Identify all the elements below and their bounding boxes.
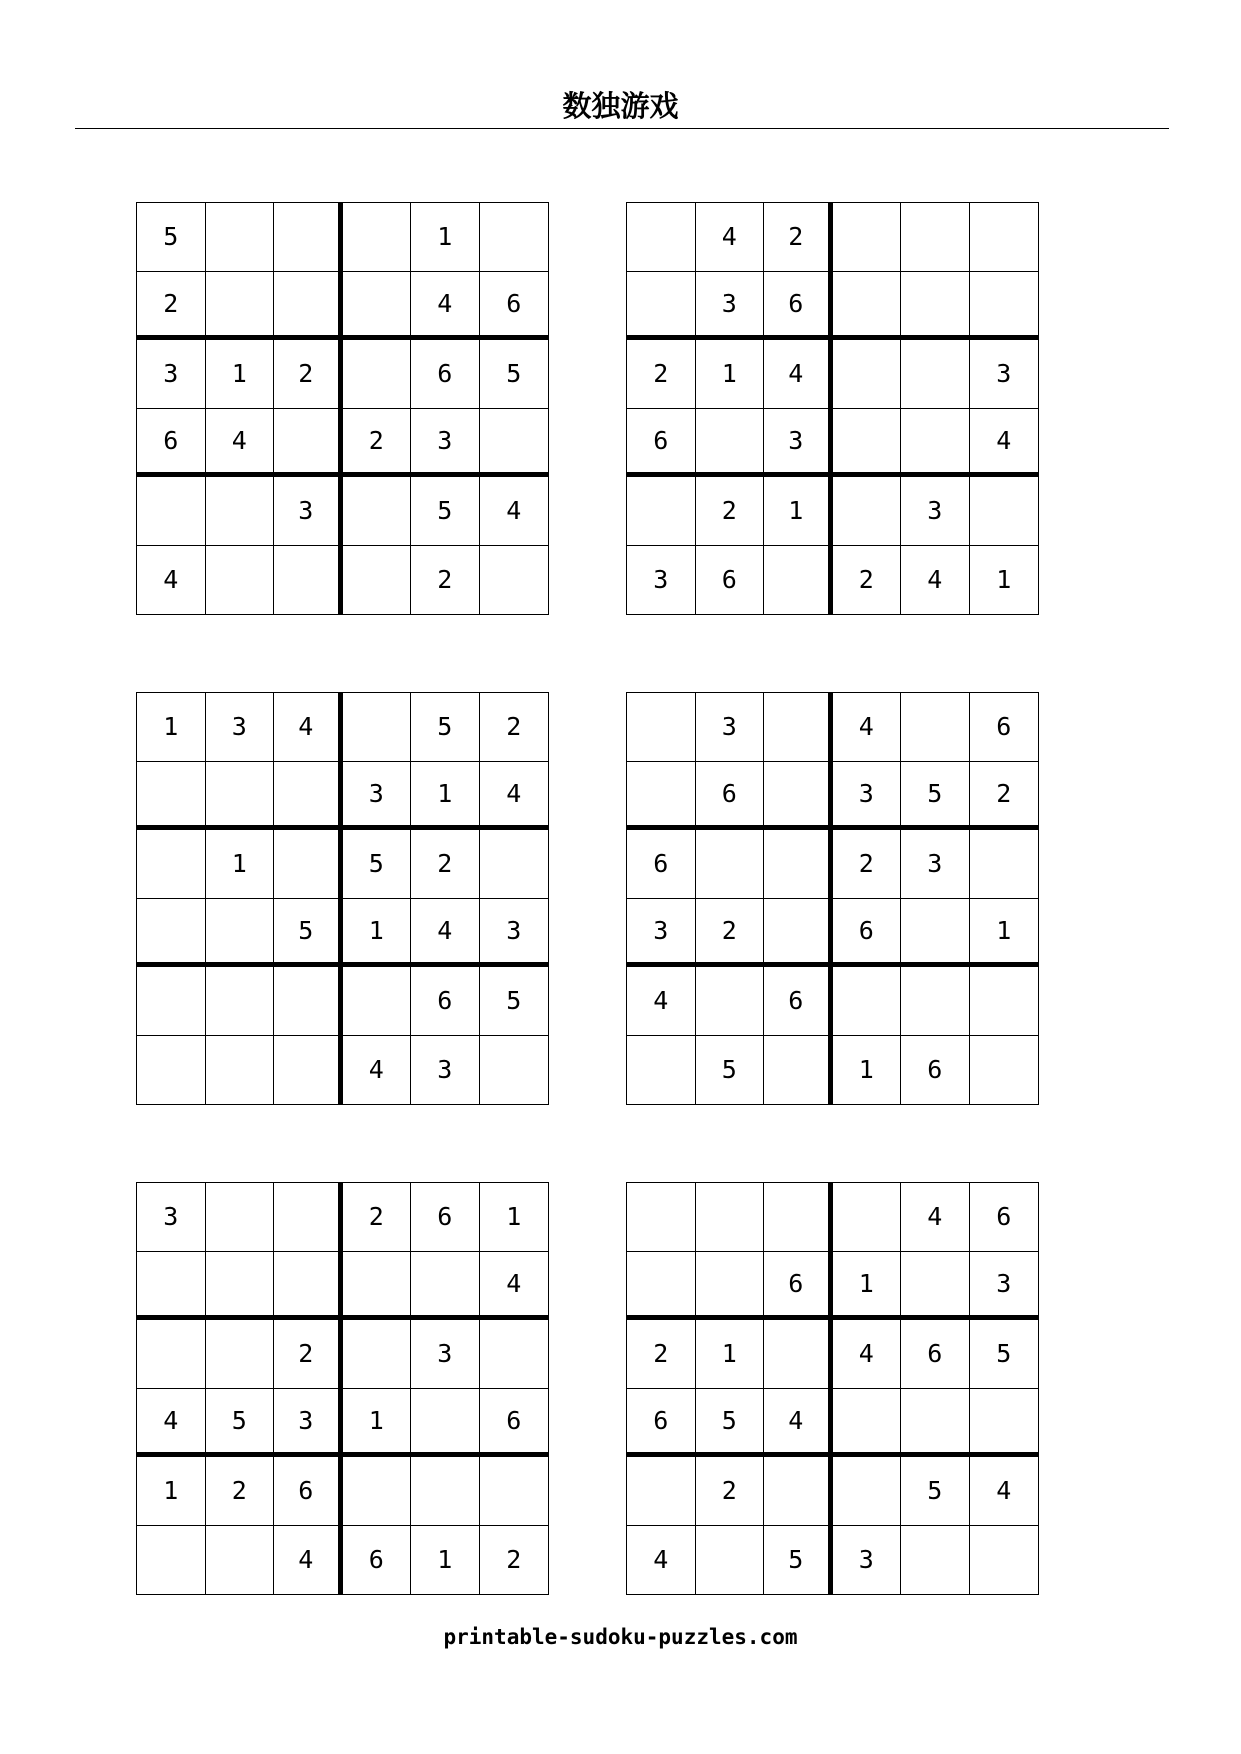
sudoku-cell [901,693,970,762]
sudoku-cell [206,1183,275,1252]
sudoku-cell: 4 [970,409,1039,478]
sudoku-cell: 2 [627,340,696,409]
sudoku-cell [696,830,765,899]
sudoku-cell: 4 [411,899,480,968]
sudoku-cell [274,762,343,831]
sudoku-puzzle-4 [626,692,1039,1105]
sudoku-cell [343,1457,412,1526]
sudoku-puzzle-2 [626,202,1039,615]
sudoku-cell: 6 [627,1389,696,1458]
sudoku-cell: 3 [411,1036,480,1105]
sudoku-cell [206,899,275,968]
sudoku-cell: 3 [627,899,696,968]
sudoku-cell: 4 [764,340,833,409]
sudoku-cell [901,272,970,341]
sudoku-cell: 2 [696,1457,765,1526]
sudoku-cell: 6 [137,409,206,478]
sudoku-cell [901,899,970,968]
sudoku-cell: 4 [627,1526,696,1595]
sudoku-cell: 2 [411,830,480,899]
sudoku-cell [627,1457,696,1526]
page-title: 数独游戏 [562,89,679,123]
sudoku-cell [206,1036,275,1105]
sudoku-cell [764,546,833,615]
sudoku-cell: 4 [833,1320,902,1389]
sudoku-cell [274,830,343,899]
sudoku-cell [206,203,275,272]
sudoku-cell [343,1252,412,1321]
sudoku-cell [627,203,696,272]
sudoku-cell [901,340,970,409]
sudoku-cell [137,830,206,899]
sudoku-cell [480,1457,549,1526]
sudoku-cell: 3 [274,477,343,546]
sudoku-cell: 4 [206,409,275,478]
sudoku-cell: 4 [901,1183,970,1252]
sudoku-cell: 3 [206,693,275,762]
sudoku-cell [206,762,275,831]
sudoku-cell: 1 [137,693,206,762]
sudoku-cell [833,409,902,478]
sudoku-cell: 3 [343,762,412,831]
sudoku-cell: 3 [833,762,902,831]
sudoku-cell: 6 [627,409,696,478]
sudoku-cell: 5 [137,203,206,272]
sudoku-cell: 2 [970,762,1039,831]
sudoku-cell: 3 [627,546,696,615]
sudoku-cell [206,272,275,341]
sudoku-cell: 3 [764,409,833,478]
sudoku-puzzle-6 [626,1182,1039,1595]
sudoku-cell: 5 [901,1457,970,1526]
sudoku-cell [480,546,549,615]
sudoku-cell [480,203,549,272]
sudoku-cell: 3 [274,1389,343,1458]
sudoku-cell [206,967,275,1036]
sudoku-cell [696,409,765,478]
sudoku-cell: 2 [274,1320,343,1389]
sudoku-cell: 6 [343,1526,412,1595]
sudoku-cell: 4 [343,1036,412,1105]
sudoku-cell [137,477,206,546]
sudoku-cell: 1 [411,203,480,272]
sudoku-cell [274,1252,343,1321]
title-divider [75,128,1169,129]
sudoku-cell: 3 [137,340,206,409]
sudoku-cell [411,1252,480,1321]
sudoku-cell [764,830,833,899]
sudoku-cell: 6 [411,1183,480,1252]
sudoku-cell [833,272,902,341]
sudoku-cell: 2 [206,1457,275,1526]
sudoku-cell: 3 [901,830,970,899]
sudoku-cell [627,762,696,831]
sudoku-cell: 1 [411,762,480,831]
sudoku-cell: 1 [343,899,412,968]
sudoku-cell [901,409,970,478]
sudoku-cell: 5 [480,967,549,1036]
sudoku-cell: 5 [411,477,480,546]
sudoku-cell [343,477,412,546]
sudoku-cell [833,967,902,1036]
sudoku-cell [206,546,275,615]
sudoku-cell: 1 [970,899,1039,968]
sudoku-cell [343,203,412,272]
sudoku-cell: 6 [764,272,833,341]
sudoku-cell: 4 [137,1389,206,1458]
sudoku-cell [970,1036,1039,1105]
sudoku-cell: 4 [274,1526,343,1595]
sudoku-cell: 2 [480,693,549,762]
sudoku-cell: 5 [411,693,480,762]
sudoku-cell: 1 [343,1389,412,1458]
sudoku-cell [970,477,1039,546]
sudoku-cell [343,967,412,1036]
sudoku-cell [833,340,902,409]
sudoku-cell: 1 [696,340,765,409]
sudoku-puzzle-1 [136,202,549,615]
sudoku-cell: 6 [696,546,765,615]
sudoku-cell [970,967,1039,1036]
sudoku-cell [137,1320,206,1389]
sudoku-cell [137,1526,206,1595]
sudoku-cell: 3 [833,1526,902,1595]
sudoku-cell: 2 [696,899,765,968]
sudoku-cell: 2 [627,1320,696,1389]
sudoku-cell: 2 [764,203,833,272]
sudoku-cell: 5 [274,899,343,968]
sudoku-cell: 6 [970,693,1039,762]
sudoku-cell [627,1036,696,1105]
sudoku-cell: 3 [970,340,1039,409]
sudoku-cell: 3 [480,899,549,968]
sudoku-cell: 6 [627,830,696,899]
sudoku-cell: 2 [343,409,412,478]
sudoku-cell [343,693,412,762]
sudoku-cell: 6 [411,340,480,409]
sudoku-cell [970,1526,1039,1595]
sudoku-cell: 5 [696,1389,765,1458]
sudoku-cell [206,1526,275,1595]
sudoku-cell: 4 [970,1457,1039,1526]
sudoku-cell [764,1457,833,1526]
sudoku-cell [274,967,343,1036]
sudoku-cell: 2 [833,830,902,899]
sudoku-cell: 4 [696,203,765,272]
sudoku-cell [627,1183,696,1252]
sudoku-cell [833,477,902,546]
sudoku-cell: 3 [901,477,970,546]
sudoku-cell [137,967,206,1036]
sudoku-cell: 1 [480,1183,549,1252]
sudoku-cell: 2 [274,340,343,409]
sudoku-cell: 3 [411,409,480,478]
sudoku-cell: 4 [411,272,480,341]
sudoku-cell [627,1252,696,1321]
sudoku-cell [970,272,1039,341]
sudoku-cell [901,203,970,272]
sudoku-cell [696,967,765,1036]
sudoku-cell [833,203,902,272]
sudoku-cell [274,409,343,478]
sudoku-cell [627,477,696,546]
sudoku-cell [274,1183,343,1252]
sudoku-cell: 2 [506,1545,522,1575]
sudoku-cell [901,1252,970,1321]
sudoku-cell: 1 [411,1526,480,1595]
sudoku-cell: 4 [480,477,549,546]
sudoku-cell: 1 [206,830,275,899]
sudoku-cell: 6 [696,762,765,831]
sudoku-cell: 6 [764,1252,833,1321]
sudoku-cell: 4 [764,1389,833,1458]
sudoku-cell: 6 [411,967,480,1036]
sudoku-cell: 6 [480,272,549,341]
sudoku-cell: 6 [480,1389,549,1458]
sudoku-cell: 3 [411,1320,480,1389]
sudoku-cell [206,1252,275,1321]
sudoku-cell: 6 [274,1457,343,1526]
sudoku-cell [480,830,549,899]
sudoku-cell: 5 [206,1389,275,1458]
sudoku-cell: 3 [696,693,765,762]
sudoku-cell [480,1036,549,1105]
sudoku-cell: 2 [696,477,765,546]
sudoku-cell: 5 [343,830,412,899]
sudoku-cell: 2 [411,546,480,615]
sudoku-cell: 5 [764,1526,833,1595]
sudoku-cell: 1 [696,1320,765,1389]
sudoku-cell [274,272,343,341]
sudoku-cell: 1 [137,1457,206,1526]
sudoku-cell: 4 [137,546,206,615]
sudoku-cell [627,272,696,341]
sudoku-cell [627,693,696,762]
sudoku-cell [137,762,206,831]
sudoku-cell: 4 [480,1252,549,1321]
sudoku-cell [764,899,833,968]
sudoku-cell [343,546,412,615]
sudoku-cell [764,762,833,831]
sudoku-cell [970,203,1039,272]
sudoku-cell: 6 [901,1320,970,1389]
sudoku-cell: 6 [901,1036,970,1105]
sudoku-cell: 4 [274,693,343,762]
sudoku-cell [137,1252,206,1321]
sudoku-cell: 5 [696,1036,765,1105]
sudoku-cell: 2 [343,1183,412,1252]
sudoku-cell [343,272,412,341]
site-footer: printable-sudoku-puzzles.com [443,1625,798,1649]
sudoku-cell [970,830,1039,899]
sudoku-cell [343,1320,412,1389]
sudoku-cell: 6 [970,1183,1039,1252]
sudoku-cell [901,1526,970,1595]
sudoku-cell [274,546,343,615]
sudoku-cell [480,409,549,478]
sudoku-cell [764,1320,833,1389]
sudoku-cell: 1 [764,477,833,546]
sudoku-cell [274,203,343,272]
sudoku-cell [696,1526,765,1595]
sudoku-cell: 5 [480,340,549,409]
sudoku-cell [411,1389,480,1458]
sudoku-cell: 3 [696,272,765,341]
sudoku-cell [764,1036,833,1105]
sudoku-cell: 3 [970,1252,1039,1321]
sudoku-cell [696,1252,765,1321]
sudoku-cell: 4 [480,762,549,831]
sudoku-cell [764,1183,833,1252]
sudoku-puzzle-5 [136,1182,549,1595]
sudoku-cell [137,1036,206,1105]
sudoku-cell: 3 [137,1183,206,1252]
sudoku-puzzle-3 [136,692,549,1105]
sudoku-cell [764,693,833,762]
sudoku-cell: 1 [833,1036,902,1105]
sudoku-cell: 2 [137,272,206,341]
sudoku-cell [343,340,412,409]
sudoku-cell: 5 [970,1320,1039,1389]
sudoku-cell [970,1389,1039,1458]
sudoku-cell: 2 [833,546,902,615]
sudoku-cell: 1 [833,1252,902,1321]
sudoku-cell [833,1389,902,1458]
sudoku-cell: 4 [627,967,696,1036]
sudoku-cell [274,1036,343,1105]
sudoku-cell [206,1320,275,1389]
sudoku-cell [696,1183,765,1252]
sudoku-cell: 1 [206,340,275,409]
sudoku-cell: 5 [901,762,970,831]
sudoku-cell [411,1457,480,1526]
sudoku-cell [833,1457,902,1526]
sudoku-cell [901,967,970,1036]
sudoku-cell [833,1183,902,1252]
sudoku-cell [480,1320,549,1389]
sudoku-cell [206,477,275,546]
sudoku-cell: 4 [833,693,902,762]
sudoku-cell [137,899,206,968]
sudoku-cell: 4 [901,546,970,615]
sudoku-cell [901,1389,970,1458]
sudoku-cell: 1 [996,565,1012,595]
sudoku-cell: 6 [833,899,902,968]
sudoku-cell: 6 [764,967,833,1036]
